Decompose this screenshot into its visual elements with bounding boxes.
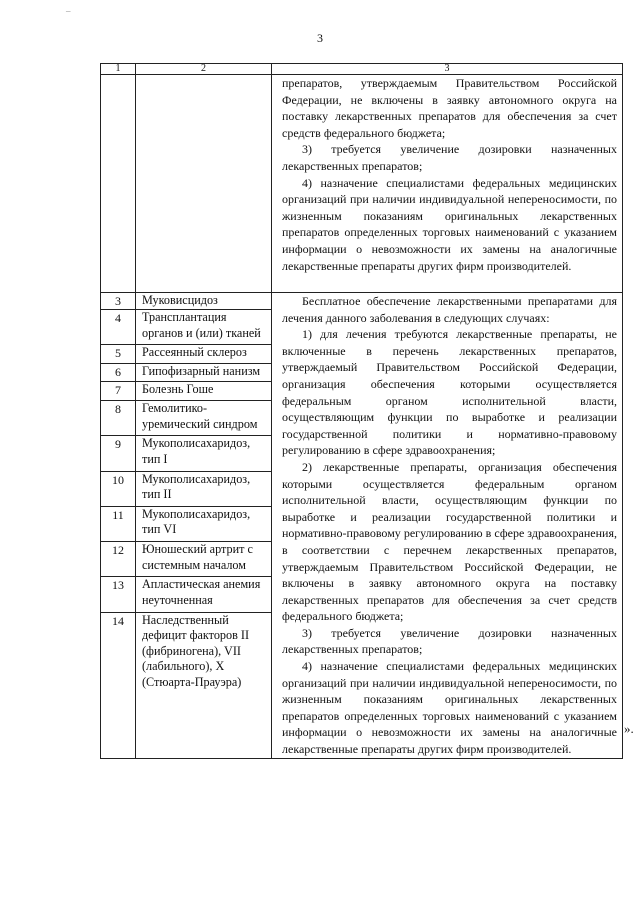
row-number: 11: [101, 506, 136, 541]
disease-name: Трансплантация органов и (или) тканей: [136, 310, 272, 345]
disease-name: Муковисцидоз: [136, 293, 272, 310]
disease-name: Гемолитико-уремический синдром: [136, 401, 272, 436]
header-col-1: 1: [101, 64, 136, 75]
paragraph: препаратов, утверждаемым Правительством Российской Федерации, не включены в заявку автономного округа на поставку лекарственных препаратов для обеспечения за счет средств федерального бюджета;: [282, 76, 617, 140]
disease-name: Юношеский артрит с системным началом: [136, 542, 272, 577]
table-row: [101, 293, 623, 310]
row-number: 5: [101, 345, 136, 364]
row-number: 10: [101, 471, 136, 506]
row-number: 14: [101, 612, 136, 758]
page-number: 3: [317, 31, 323, 45]
table-header-row: [101, 64, 623, 75]
disease-name: Мукополисахаридоз, тип VI: [136, 506, 272, 541]
row-number: 8: [101, 401, 136, 436]
table-row-continued: [101, 75, 623, 293]
row-number: 6: [101, 363, 136, 382]
disease-name: Гипофизарный нанизм: [136, 363, 272, 382]
paragraph: 4) назначение специалистами федеральных медицинских организаций при наличии индивидуальной непереносимости, по жизненным показаниям оригинальных лекарственных препаратов определенных торговых наименований с указанием информации о невозможности их замены на аналогичные лекарственные препараты других фирм производителей.: [282, 659, 617, 757]
header-col-2: 2: [136, 64, 272, 75]
closing-quote-mark: ».: [624, 721, 634, 736]
paragraph: 2) лекарственные препараты, организация обеспечения которыми осуществляется федеральным органом исполнительной власти, осуществляющим функции по выработке и реализации государственной политики и нормативно-правовому регулированию в сфере здравоохранения, в соответствии с перечнем лекарственных препаратов, утверждаемым Правительством Российской Федерации, не включены в заявку автономного округа на поставку лекарственных препаратов для обеспечения за счет средств федерального бюджета;: [282, 459, 617, 624]
row-number: 13: [101, 577, 136, 612]
scan-mark: –: [66, 6, 71, 16]
paragraph: 3) требуется увеличение дозировки назначенных лекарственных препаратов;: [282, 142, 617, 173]
row-number: 4: [101, 310, 136, 345]
disease-name: Болезнь Гоше: [136, 382, 272, 401]
row-number: 7: [101, 382, 136, 401]
paragraph: 1) для лечения требуются лекарственные препараты, не включенные в перечень лекарственных препаратов, утверждаемый Правительством Российской Федерации, организация обеспечения которыми осуществляется федеральным органом исполнительной власти, осуществляющим функции по выработке и реализации государственной политики и нормативно-правовому регулированию в сфере здравоохранения;: [282, 327, 617, 458]
row-number: [101, 75, 136, 293]
paragraph: Бесплатное обеспечение лекарственными препаратами для лечения данного заболевания в следующих случаях:: [282, 294, 617, 325]
disease-name: Наследственный дефицит факторов II (фибриногена), VII (лабильного), X (Стюарта-Прауэра): [136, 612, 272, 758]
row-number: 12: [101, 542, 136, 577]
disease-name: [136, 75, 272, 293]
disease-name: Мукополисахаридоз, тип I: [136, 436, 272, 471]
row-number: 3: [101, 293, 136, 310]
conditions-text: [272, 293, 623, 759]
disease-name: Рассеянный склероз: [136, 345, 272, 364]
disease-table: [100, 63, 623, 759]
paragraph: 3) требуется увеличение дозировки назначенных лекарственных препаратов;: [282, 625, 617, 657]
paragraph: 4) назначение специалистами федеральных медицинских организаций при наличии индивидуальной непереносимости, по жизненным показаниям оригинальных лекарственных препаратов определенных торговых наименований с указанием информации о невозможности их замены на аналогичные лекарственные препараты других фирм производителей.: [282, 175, 617, 273]
disease-name: Апластическая анемия неуточненная: [136, 577, 272, 612]
disease-name: Мукополисахаридоз, тип II: [136, 471, 272, 506]
conditions-text-continued: [272, 75, 623, 293]
header-col-3: 3: [272, 64, 623, 75]
row-number: 9: [101, 436, 136, 471]
